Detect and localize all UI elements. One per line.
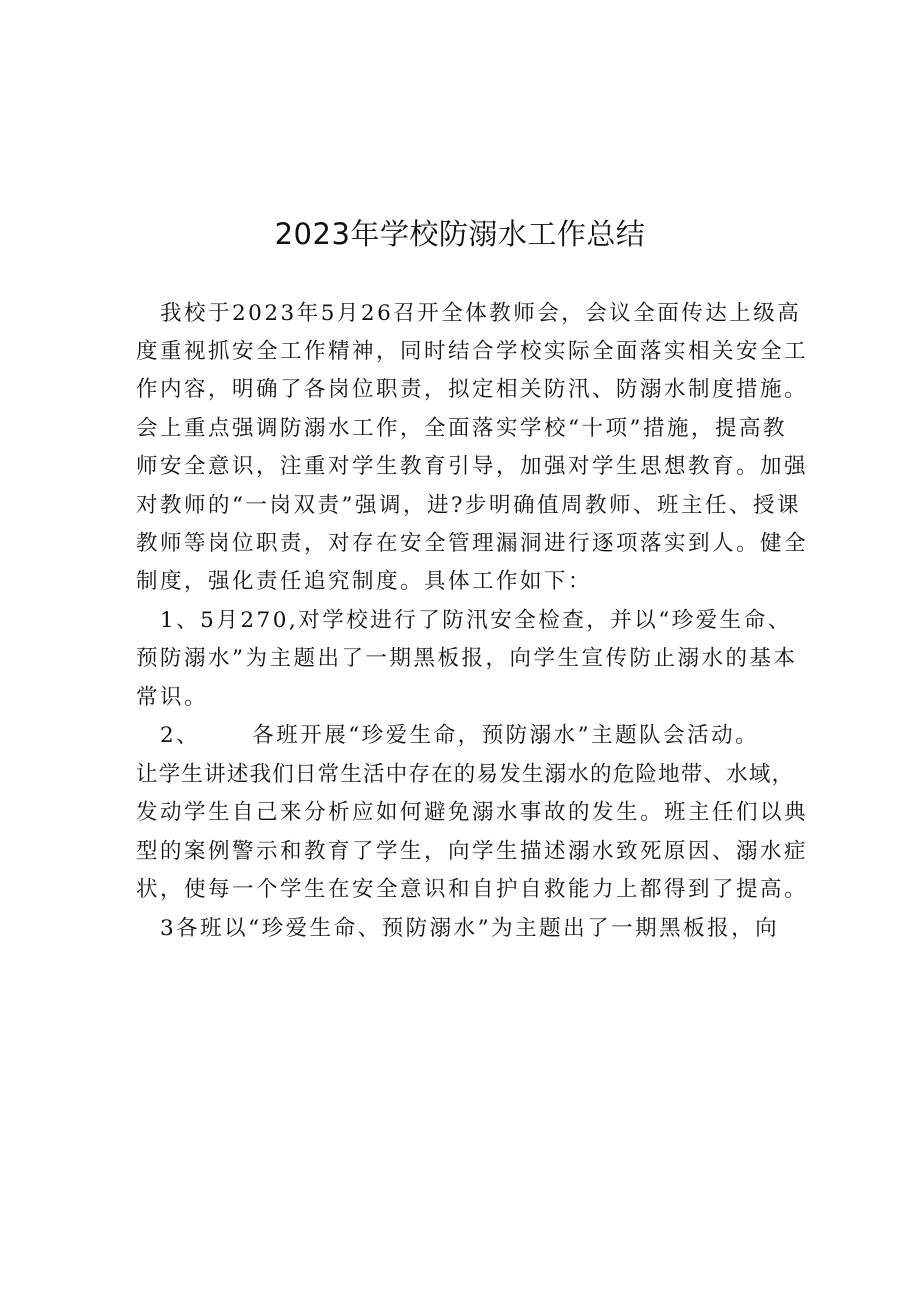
paragraph1-line1: 我校于2023年5月26召开全体教师会，会议全面传达上级高 xyxy=(160,301,802,326)
item1-line3: 常识。 xyxy=(136,685,209,710)
document-title: 2023年学校防溺水工作总结 xyxy=(274,217,646,251)
item2-line1-text: 各班开展“珍爱生命，预防溺水”主题队会活动。 xyxy=(252,723,760,748)
item2-line1 xyxy=(160,718,759,754)
item2-line3: 发动学生自己来分析应如何避免溺水事故的发生。班主任们以典 xyxy=(136,800,809,825)
paragraph1-line2: 度重视抓安全工作精神，同时结合学校实际全面落实相关安全工 xyxy=(136,339,809,364)
paragraph1-line3: 作内容，明确了各岗位职责，拟定相关防汛、防溺水制度措施。 xyxy=(136,377,809,402)
item2-line2: 让学生讲述我们日常生活中存在的易发生溺水的危险地带、水域， xyxy=(136,762,795,787)
item2-number: 2、 xyxy=(160,723,201,748)
paragraph1-line8: 制度，强化责任追究制度。具体工作如下： xyxy=(136,569,593,594)
item2-line4: 型的案例警示和教育了学生，向学生描述溺水致死原因、溺水症 xyxy=(136,839,809,864)
paragraph1-line5: 师安全意识，注重对学生教育引导，加强对学生思想教育。加强 xyxy=(136,454,809,479)
paragraph1-line6: 对教师的“一岗双责”强调，进?步明确值周教师、班主任、授课 xyxy=(136,493,802,518)
item1-line2: 预防溺水”为主题出了一期黑板报，向学生宣传防止溺水的基本 xyxy=(136,646,798,671)
item1-line1: 1、5月270,对学校进行了防汛安全检查，并以“珍爱生命、 xyxy=(160,608,792,633)
paragraph1-line4: 会上重点强调防溺水工作，全面落实学校“十项”措施，提高教 xyxy=(136,416,787,441)
item3-line1: 3各班以“珍爱生命、预防溺水”为主题出了一期黑板报，向 xyxy=(160,916,780,941)
paragraph1-line7: 教师等岗位职责，对存在安全管理漏洞进行逐项落实到人。健全 xyxy=(136,531,809,556)
item2-line5: 状，使每一个学生在安全意识和自护自救能力上都得到了提高。 xyxy=(136,877,809,902)
